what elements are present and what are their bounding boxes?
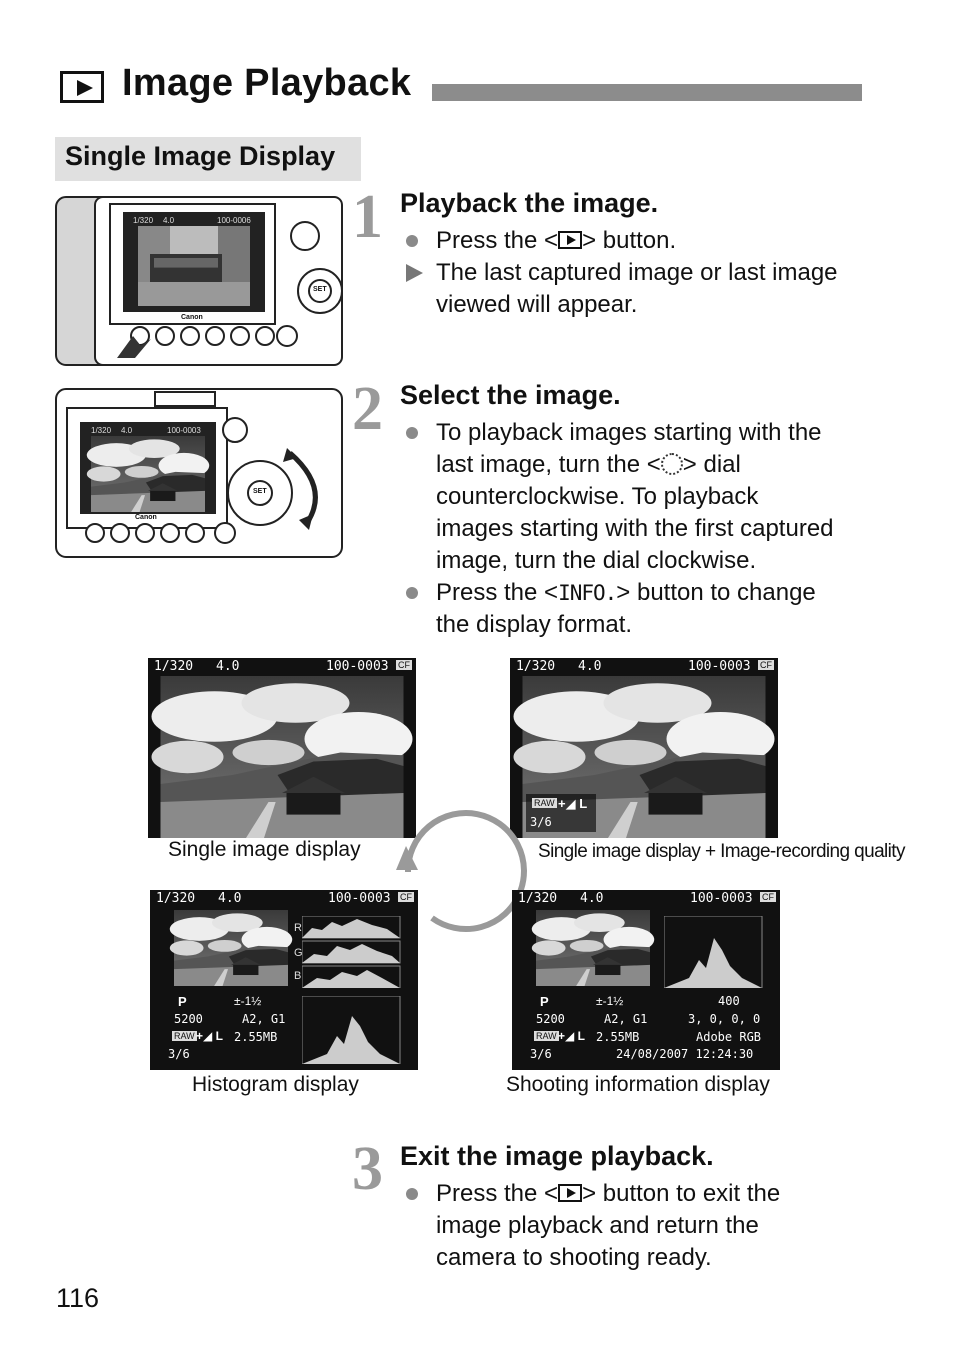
aperture: 4.0 bbox=[580, 891, 604, 906]
flash-compensation: ±-1½ bbox=[234, 994, 262, 1008]
step-2-number: 2 bbox=[352, 375, 383, 443]
shutter-speed: 1/320 bbox=[518, 891, 558, 906]
cam2-brand: Canon bbox=[135, 514, 157, 521]
cf-card-icon: CF bbox=[400, 892, 412, 902]
image-count: 3/6 bbox=[530, 815, 552, 829]
step-1-item-1 bbox=[436, 225, 676, 257]
shutter-speed: 1/320 bbox=[154, 659, 194, 674]
quick-control-dial-icon bbox=[661, 453, 683, 475]
cam1-aperture: 4.0 bbox=[163, 216, 175, 225]
step-3-line-1-post: > button to exit the bbox=[582, 1180, 781, 1207]
step-2-line-2-pre: last image, turn the < bbox=[436, 451, 661, 478]
picture-style-values: 3, 0, 0, 0 bbox=[688, 1012, 761, 1026]
section-header bbox=[55, 137, 361, 181]
step-2-line-2 bbox=[436, 449, 741, 481]
step-2-line-7: the display format. bbox=[436, 611, 633, 638]
cam2-aperture: 4.0 bbox=[121, 426, 133, 435]
step-2-line-6-pre: Press the < bbox=[436, 579, 559, 606]
step-1-item-2: The last captured image or last image bbox=[436, 259, 838, 286]
result-arrow-icon bbox=[406, 264, 423, 282]
raw-icon: RAW bbox=[174, 1031, 195, 1041]
cam2-set-button: SET bbox=[253, 488, 267, 495]
step-2-line-6-post: > button to change bbox=[616, 579, 816, 606]
step-3-heading: Exit the image playback. bbox=[400, 1141, 714, 1171]
caption-shooting: Shooting information display bbox=[506, 1073, 770, 1096]
histogram-g-label: G bbox=[294, 947, 303, 959]
file-size: 2.55MB bbox=[596, 1030, 640, 1044]
shutter-speed: 1/320 bbox=[516, 659, 556, 674]
iso-speed: 400 bbox=[718, 994, 740, 1008]
step-2-heading: Select the image. bbox=[400, 380, 621, 410]
camera-illustration-top bbox=[55, 196, 343, 366]
aperture: 4.0 bbox=[578, 659, 602, 674]
playback-icon bbox=[60, 71, 104, 103]
step-1-item-2b: viewed will appear. bbox=[436, 291, 638, 318]
camera-illustration-mid bbox=[55, 388, 343, 558]
file-number: 100-0003 bbox=[690, 891, 753, 906]
step-3-line-1-pre: Press the < bbox=[436, 1180, 559, 1207]
display-histogram bbox=[150, 890, 418, 1070]
white-balance-shift: A2, G1 bbox=[242, 1012, 286, 1026]
step-2-line-3: counterclockwise. To playback bbox=[436, 483, 759, 510]
image-count: 3/6 bbox=[168, 1047, 190, 1061]
aperture: 4.0 bbox=[216, 659, 240, 674]
color-space: Adobe RGB bbox=[696, 1030, 762, 1044]
page-number: 116 bbox=[56, 1283, 100, 1313]
cf-card-icon: CF bbox=[398, 660, 410, 670]
cam1-file: 100-0006 bbox=[217, 216, 251, 225]
quality-label: +◢ L bbox=[558, 1029, 585, 1043]
display-single bbox=[148, 658, 416, 838]
file-number: 100-0003 bbox=[328, 891, 391, 906]
cf-card-icon: CF bbox=[762, 892, 774, 902]
image-count: 3/6 bbox=[530, 1047, 552, 1061]
title-rule bbox=[432, 84, 862, 101]
info-button-label: INFO. bbox=[558, 581, 617, 605]
shooting-mode: P bbox=[540, 994, 549, 1009]
date-time: 24/08/2007 12:24:30 bbox=[616, 1047, 754, 1061]
file-size: 2.55MB bbox=[234, 1030, 278, 1044]
page-title: Image Playback bbox=[122, 62, 412, 104]
file-number: 100-0003 bbox=[326, 659, 389, 674]
brightness-histogram bbox=[302, 996, 402, 1064]
caption-histogram: Histogram display bbox=[192, 1073, 359, 1096]
cf-card-icon: CF bbox=[760, 660, 772, 670]
step-1-item-1-post: > button. bbox=[582, 227, 677, 254]
file-number: 100-0003 bbox=[688, 659, 751, 674]
white-balance-k: 5200 bbox=[174, 1012, 203, 1026]
bullet-icon bbox=[406, 587, 418, 599]
rgb-histograms bbox=[302, 916, 402, 988]
playback-button-icon bbox=[558, 1184, 582, 1202]
white-balance-shift: A2, G1 bbox=[604, 1012, 648, 1026]
cam2-file: 100-0003 bbox=[167, 426, 201, 435]
bullet-icon bbox=[406, 235, 418, 247]
raw-icon: RAW bbox=[534, 798, 555, 808]
shutter-speed: 1/320 bbox=[156, 891, 196, 906]
step-2-line-4: images starting with the first captured bbox=[436, 515, 834, 542]
white-balance-k: 5200 bbox=[536, 1012, 565, 1026]
aperture: 4.0 bbox=[218, 891, 242, 906]
quality-label: +◢ L bbox=[196, 1029, 223, 1043]
step-1-item-1-pre: Press the < bbox=[436, 227, 559, 254]
step-3-line-3: camera to shooting ready. bbox=[436, 1244, 712, 1271]
bullet-icon bbox=[406, 1188, 418, 1200]
quality-label: +◢ L bbox=[558, 796, 588, 811]
histogram-r-label: R bbox=[294, 922, 302, 934]
caption-single-quality: Single image display + Image-recording quality bbox=[538, 841, 905, 862]
step-1-heading: Playback the image. bbox=[400, 188, 659, 218]
bullet-icon bbox=[406, 427, 418, 439]
step-2-line-5: image, turn the dial clockwise. bbox=[436, 547, 757, 574]
caption-single: Single image display bbox=[168, 838, 361, 861]
step-3-line-1 bbox=[436, 1178, 780, 1210]
section-title: Single Image Display bbox=[65, 141, 336, 171]
playback-button-icon bbox=[558, 231, 582, 249]
display-single-quality bbox=[510, 658, 778, 838]
step-2-line-1: To playback images starting with the bbox=[436, 419, 822, 446]
histogram-b-label: B bbox=[294, 970, 302, 982]
shooting-mode: P bbox=[178, 994, 187, 1009]
display-shooting-info bbox=[512, 890, 780, 1070]
step-1-number: 1 bbox=[352, 183, 383, 251]
step-3-number: 3 bbox=[352, 1135, 383, 1203]
cam1-shutter: 1/320 bbox=[133, 216, 154, 225]
brightness-histogram bbox=[664, 916, 764, 988]
cam1-set-button: SET bbox=[313, 286, 327, 293]
cam1-brand: Canon bbox=[181, 314, 203, 321]
step-3-line-2: image playback and return the bbox=[436, 1212, 759, 1239]
step-2-line-6 bbox=[436, 577, 816, 609]
step-2-line-2-post: > dial bbox=[682, 451, 741, 478]
cam2-shutter: 1/320 bbox=[91, 426, 112, 435]
raw-icon: RAW bbox=[536, 1031, 557, 1041]
flash-compensation: ±-1½ bbox=[596, 994, 624, 1008]
